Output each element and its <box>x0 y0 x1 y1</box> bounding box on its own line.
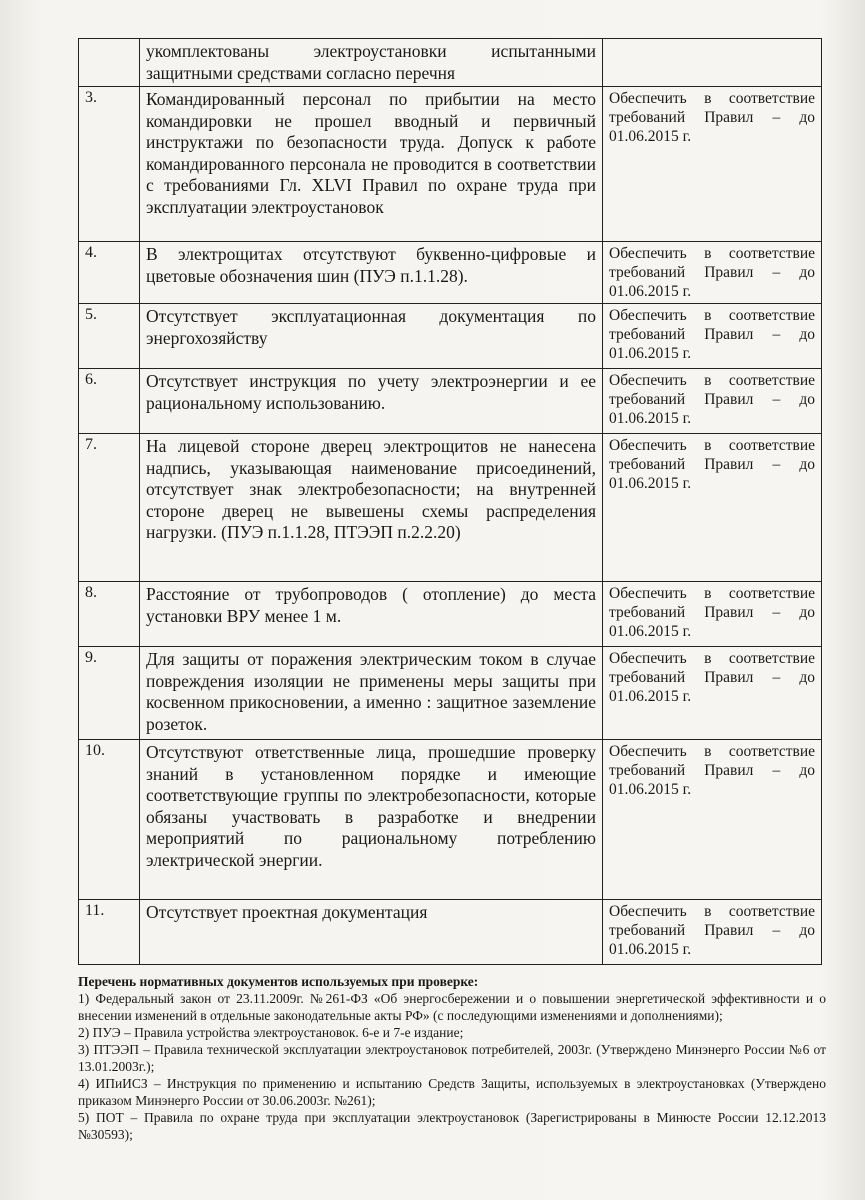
row-requirement: Обеспечить в соответствие требований Правил – до 01.06.2015 г. <box>603 242 822 304</box>
violations-table <box>78 38 822 965</box>
row-number: 7. <box>79 434 140 582</box>
row-number: 8. <box>79 582 140 647</box>
table-row <box>79 647 822 740</box>
row-requirement: Обеспечить в соответствие требований Правил – до 01.06.2015 г. <box>603 582 822 647</box>
row-description: Расстояние от трубопроводов ( отопление) до места установки ВРУ менее 1 м. <box>140 582 603 647</box>
document-item: 2) ПУЭ – Правила устройства электроустановок. 6-е и 7-е издание; <box>78 1025 464 1040</box>
table-row <box>79 900 822 965</box>
row-requirement: Обеспечить в соответствие требований Правил – до 01.06.2015 г. <box>603 434 822 582</box>
table-row <box>79 369 822 434</box>
row-description: Отсутствует инструкция по учету электроэнергии и ее рациональному использованию. <box>140 369 603 434</box>
row-requirement: Обеспечить в соответствие требований Правил – до 01.06.2015 г. <box>603 87 822 242</box>
regulatory-documents-list <box>78 973 826 1143</box>
table-row <box>79 740 822 900</box>
document-item: 1) Федеральный закон от 23.11.2009г. №261-ФЗ «Об энергосбережении и о повышении энергетической эффективности и о внесении изменений в отдельные законодательные акты РФ» (с последующими изменениями и дополнениями); <box>78 991 826 1023</box>
row-number: 10. <box>79 740 140 900</box>
table-row <box>79 434 822 582</box>
row-number: 9. <box>79 647 140 740</box>
row-requirement: Обеспечить в соответствие требований Правил – до 01.06.2015 г. <box>603 369 822 434</box>
row-requirement: Обеспечить в соответствие требований Правил – до 01.06.2015 г. <box>603 647 822 740</box>
table-row <box>79 87 822 242</box>
row-number: 5. <box>79 304 140 369</box>
row-description: Отсутствует эксплуатационная документация по энергохозяйству <box>140 304 603 369</box>
row-number: 3. <box>79 87 140 242</box>
table-row <box>79 582 822 647</box>
row-description: Отсутствуют ответственные лица, прошедшие проверку знаний в установленном порядке и имеющие соответствующие группы по электробезопасности, которые обязаны участвовать в разработке и внедрении мероприятий по рациональному потреблению электрической энергии. <box>140 740 603 900</box>
row-requirement <box>603 39 822 87</box>
row-requirement: Обеспечить в соответствие требований Правил – до 01.06.2015 г. <box>603 740 822 900</box>
row-description: В электрощитах отсутствуют буквенно-цифровые и цветовые обозначения шин (ПУЭ п.1.1.28). <box>140 242 603 304</box>
documents-heading: Перечень нормативных документов используемых при проверке: <box>78 974 479 989</box>
row-description: Для защиты от поражения электрическим током в случае повреждения изоляции не применены меры защиты при косвенном прикосновении, а именно : защитное заземление розеток. <box>140 647 603 740</box>
table-row <box>79 242 822 304</box>
document-item: 4) ИПиИСЗ – Инструкция по применению и испытанию Средств Защиты, используемых в электроустановках (Утверждено приказом Минэнерго России от 30.06.2003г. №261); <box>78 1076 826 1108</box>
row-description: Командированный персонал по прибытии на место командировки не прошел вводный и первичный инструктажи по безопасности труда. Допуск к работе командированного персонала не проводится в соответствии с требованиями Гл. XLVI Правил по охране труда при эксплуатации электроустановок <box>140 87 603 242</box>
document-item: 3) ПТЭЭП – Правила технической эксплуатации электроустановок потребителей, 2003г. (Утверждено Минэнерго России №6 от 13.01.2003г.); <box>78 1042 826 1074</box>
row-description: На лицевой стороне дверец электрощитов не нанесена надпись, указывающая наименование присоединений, отсутствует знак электробезопасности; на внутренней стороне дверец не вывешены схемы распределения нагрузки. (ПУЭ п.1.1.28, ПТЭЭП п.2.2.20) <box>140 434 603 582</box>
row-number <box>79 39 140 87</box>
table-row <box>79 304 822 369</box>
row-requirement: Обеспечить в соответствие требований Правил – до 01.06.2015 г. <box>603 304 822 369</box>
row-number: 4. <box>79 242 140 304</box>
table-row <box>79 39 822 87</box>
row-requirement: Обеспечить в соответствие требований Правил – до 01.06.2015 г. <box>603 900 822 965</box>
row-description: Отсутствует проектная документация <box>140 900 603 965</box>
document-item: 5) ПОТ – Правила по охране труда при эксплуатации электроустановок (Зарегистрированы в Минюсте России 12.12.2013 №30593); <box>78 1110 826 1142</box>
row-description: укомплектованы электроустановки испытанными защитными средствами согласно перечня <box>140 39 603 87</box>
row-number: 6. <box>79 369 140 434</box>
row-number: 11. <box>79 900 140 965</box>
